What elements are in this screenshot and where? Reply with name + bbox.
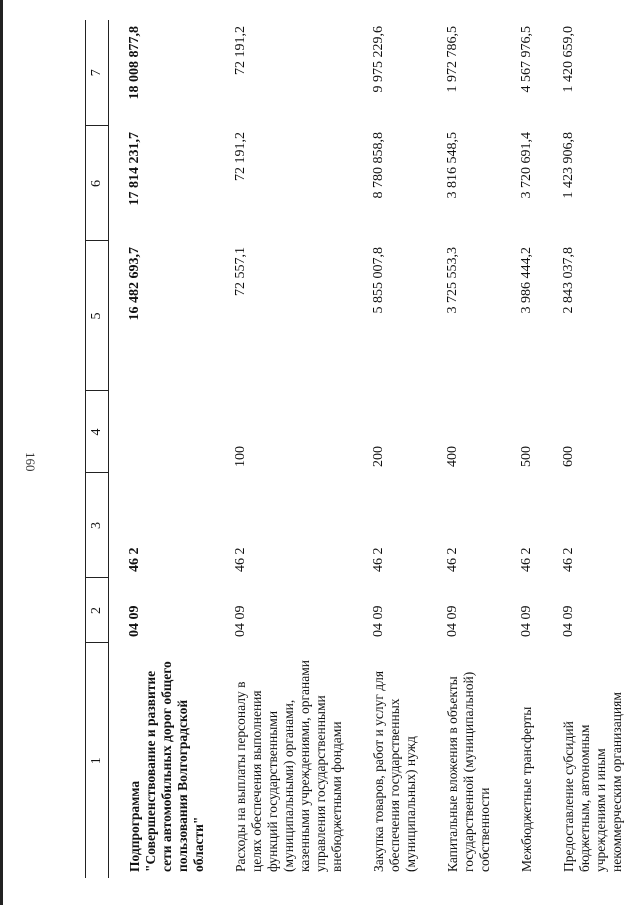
section-code: 04 09 — [561, 605, 576, 637]
amount-col-6: 3 816 548,5 — [445, 132, 460, 199]
page-number: 160 — [23, 452, 38, 472]
row-name: Расходы на выплаты персоналу в целях обеспечения выполнения функций государственными (муниципальными) органами, казенными учреждениями, органами управления государственными внебюджетными фондами — [233, 660, 344, 872]
amount-col-6: 1 423 906,8 — [561, 132, 576, 199]
header-col-7: 7 — [86, 20, 109, 126]
program-code: 46 2 — [371, 547, 386, 572]
table-row — [429, 20, 503, 878]
table-row — [355, 20, 429, 878]
table-row — [217, 20, 355, 878]
header-col-1: 1 — [86, 643, 109, 878]
amount-col-5: 3 986 444,2 — [519, 247, 534, 314]
header-col-4: 4 — [86, 391, 109, 473]
amount-col-6: 17 814 231,7 — [127, 132, 142, 206]
amount-col-7: 72 191,2 — [233, 26, 248, 75]
amount-col-6: 8 780 858,8 — [371, 132, 386, 199]
program-code: 46 2 — [519, 547, 534, 572]
row-name: Капитальные вложения в объекты государственной (муниципальной) собственности — [445, 671, 492, 872]
section-code: 04 09 — [519, 605, 534, 637]
expense-type-code: 600 — [561, 446, 576, 467]
amount-col-7: 18 008 877,8 — [127, 26, 142, 100]
header-col-2: 2 — [86, 578, 109, 643]
row-name: Предоставление субсидий бюджетным, автономным учреждениям и иным некоммерческим организациям — [561, 692, 624, 872]
section-code: 04 09 — [127, 605, 142, 637]
amount-col-6: 72 191,2 — [233, 132, 248, 181]
amount-col-7: 4 567 976,5 — [519, 26, 534, 93]
amount-col-5: 16 482 693,7 — [127, 247, 142, 321]
table-row — [545, 20, 635, 878]
amount-col-5: 72 557,1 — [233, 247, 248, 296]
program-code: 46 2 — [561, 547, 576, 572]
expense-type-code: 100 — [233, 446, 248, 467]
amount-col-7: 1 972 786,5 — [445, 26, 460, 93]
amount-col-7: 1 420 659,0 — [561, 26, 576, 93]
rotated-page-content — [85, 20, 630, 878]
program-code: 46 2 — [445, 547, 460, 572]
expense-type-code: 200 — [371, 446, 386, 467]
program-code: 46 2 — [233, 547, 248, 572]
header-row — [86, 20, 109, 878]
expense-type-code: 400 — [445, 446, 460, 467]
budget-table — [85, 20, 635, 878]
row-name: Закупка товаров, работ и услуг для обеспечения государственных (муниципальных) нужд — [371, 670, 418, 872]
table-row — [109, 20, 218, 878]
header-col-5: 5 — [86, 241, 109, 391]
amount-col-5: 2 843 037,8 — [561, 247, 576, 314]
amount-col-7: 9 975 229,6 — [371, 26, 386, 93]
table-row — [503, 20, 545, 878]
section-code: 04 09 — [233, 605, 248, 637]
section-code: 04 09 — [371, 605, 386, 637]
amount-col-5: 5 855 007,8 — [371, 247, 386, 314]
row-name: Подпрограмма "Совершенствование и развитие сети автомобильных дорог общего пользования Волгоградской области" — [127, 661, 206, 872]
header-col-3: 3 — [86, 473, 109, 578]
row-name: Межбюджетные трансферты — [519, 706, 534, 872]
expense-type-code: 500 — [519, 446, 534, 467]
expense-type-code — [109, 391, 218, 473]
section-code: 04 09 — [445, 605, 460, 637]
amount-col-5: 3 725 553,3 — [445, 247, 460, 314]
header-col-6: 6 — [86, 126, 109, 241]
amount-col-6: 3 720 691,4 — [519, 132, 534, 199]
program-code: 46 2 — [127, 547, 142, 572]
page-edge-line — [0, 0, 3, 905]
